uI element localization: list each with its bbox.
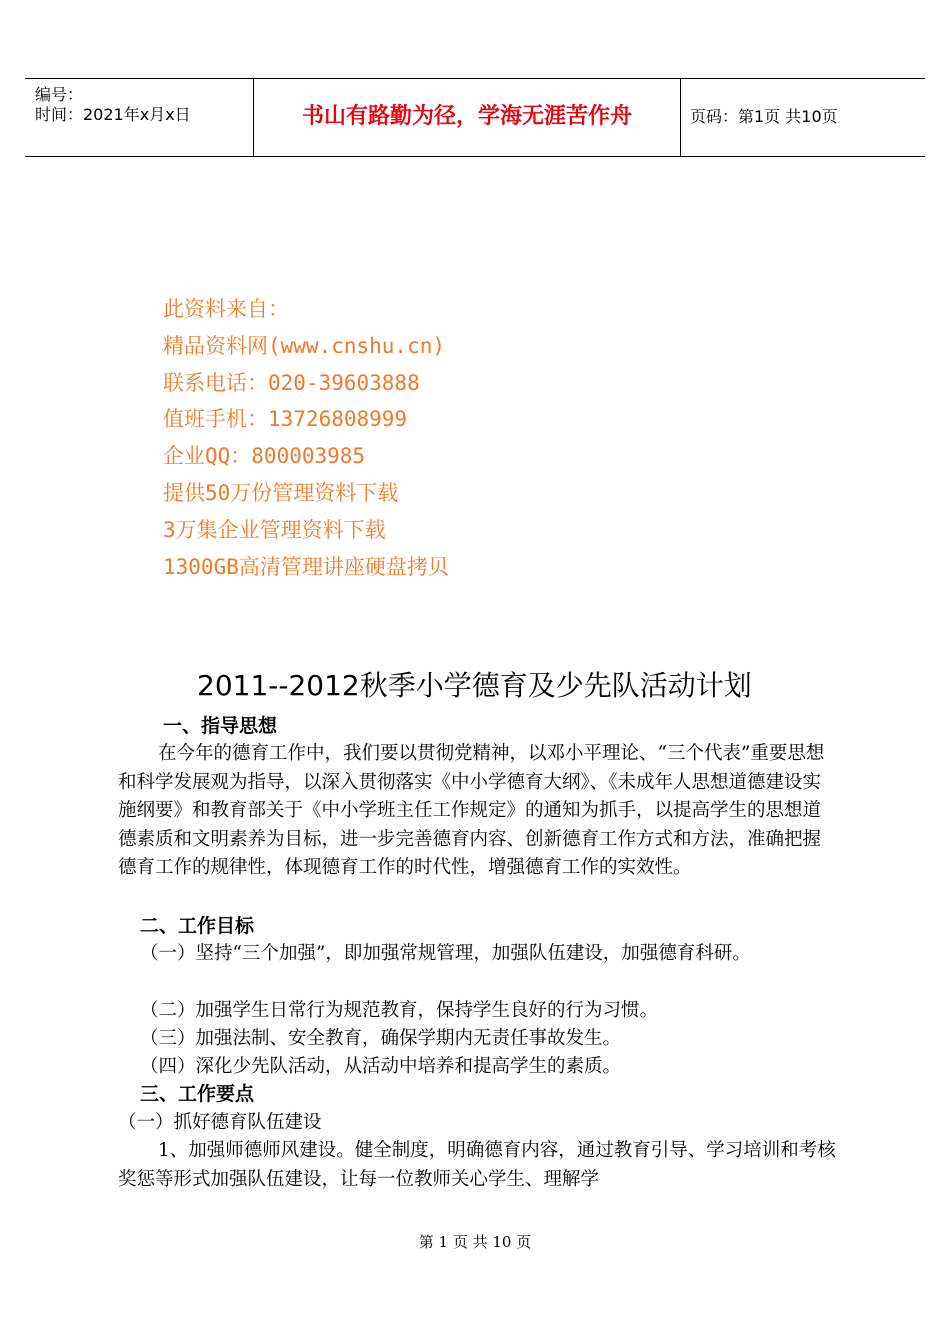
document-header bbox=[25, 78, 925, 157]
goal-item: （三）加强法制、安全教育，确保学期内无责任事故发生。 bbox=[140, 1028, 622, 1049]
section-heading-work-points: 三、工作要点 bbox=[140, 1083, 255, 1105]
section-heading-guiding-thought: 一、指导思想 bbox=[163, 715, 278, 737]
promo-line: 此资料来自： bbox=[163, 297, 289, 321]
promo-line: 3万集企业管理资料下载 bbox=[163, 517, 386, 542]
promo-line: 值班手机：13726808999 bbox=[163, 407, 408, 432]
promo-line: 联系电话：020-39603888 bbox=[163, 370, 420, 395]
document-title: 2011--2012秋季小学德育及少先队活动计划 bbox=[197, 669, 752, 702]
header-meta-cell bbox=[25, 79, 253, 156]
document-number-label: 编号： bbox=[35, 85, 84, 104]
section-heading-work-goals: 二、工作目标 bbox=[140, 915, 255, 937]
promo-line: 企业QQ：800003985 bbox=[163, 444, 366, 469]
header-page-cell bbox=[680, 79, 925, 156]
goal-item: （四）深化少先队活动，从活动中培养和提高学生的素质。 bbox=[140, 1056, 622, 1077]
section-paragraph-work-points: 1、加强师德师风建设。健全制度，明确德育内容，通过教育引导、学习培训和考核奖惩等形式加强队伍建设，让每一位教师关心学生、理解学 bbox=[118, 1140, 836, 1190]
promo-line: 提供50万份管理资料下载 bbox=[163, 480, 399, 505]
promo-block bbox=[163, 291, 449, 585]
goal-item: （二）加强学生日常行为规范教育，保持学生良好的行为习惯。 bbox=[140, 1000, 659, 1021]
section-paragraph-guiding-thought: 在今年的德育工作中，我们要以贯彻党精神，以邓小平理论、“三个代表”重要思想和科学发展观为指导，以深入贯彻落实《中小学德育大纲》、《未成年人思想道德建设实施纲要》和教育部关于《中小学班主任工作规定》的通知为抓手，以提高学生的思想道德素质和文明素养为目标，进一步完善德育内容、创新德育工作方式和方法，准确把握德育工作的规律性，体现德育工作的时代性，增强德育工作的实效性。 bbox=[118, 743, 825, 878]
goal-item: （一）坚持“三个加强”，即加强常规管理，加强队伍建设，加强德育科研。 bbox=[140, 943, 751, 964]
header-page-info: 页码：第1页 共10页 bbox=[690, 107, 838, 126]
header-motto-cell bbox=[253, 79, 681, 156]
promo-line: 精品资料网(www.cnshu.cn) bbox=[163, 333, 446, 358]
document-date: 时间：2021年x月x日 bbox=[35, 105, 191, 124]
promo-line: 1300GB高清管理讲座硬盘拷贝 bbox=[163, 554, 449, 579]
subsection-heading: （一）抓好德育队伍建设 bbox=[118, 1112, 322, 1133]
header-motto: 书山有路勤为径，学海无涯苦作舟 bbox=[301, 104, 632, 129]
page-footer: 第 1 页 共 10 页 bbox=[418, 1233, 532, 1251]
